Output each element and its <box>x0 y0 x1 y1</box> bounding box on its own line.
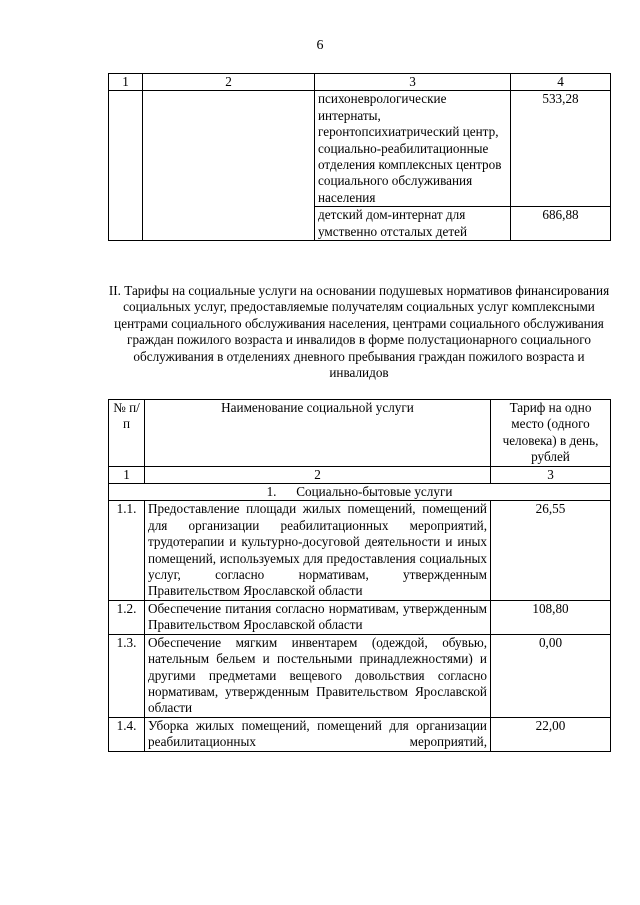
table-header-row <box>109 400 611 467</box>
institution-type: детский дом-интернат для умственно отсталых детей <box>315 207 511 241</box>
service-name: Уборка жилых помещений, помещений для организации реабилитационных мероприятий, <box>145 717 491 751</box>
header-number: № п/п <box>109 400 145 467</box>
column-index-1: 1 <box>109 466 145 483</box>
table-row <box>109 634 611 717</box>
table-row <box>109 501 611 600</box>
service-name: Предоставление площади жилых помещений, помещений для организации реабилитационных мероприятий, трудотерапии и культурно-досуговой деятельности и иных помещений, используемых для предоставления социальных услуг, согласно нормативам, утвержденным Правительством Ярославской области <box>145 501 491 600</box>
table-row <box>109 91 611 207</box>
table-row <box>109 600 611 634</box>
tariff-value: 108,80 <box>491 600 611 634</box>
column-index-3: 3 <box>491 466 611 483</box>
group-row <box>109 484 611 501</box>
tariff-value: 533,28 <box>511 91 611 207</box>
group-title: 1. Социально-бытовые услуги <box>109 484 611 501</box>
empty-cell <box>109 91 143 207</box>
tariff-table <box>108 399 611 752</box>
row-number: 1.1. <box>109 501 145 600</box>
header-tariff: Тариф на одно место (одного человека) в день, рублей <box>491 400 611 467</box>
row-number: 1.3. <box>109 634 145 717</box>
header-service-name: Наименование социальной услуги <box>145 400 491 467</box>
row-number: 1.2. <box>109 600 145 634</box>
table-row <box>109 207 611 241</box>
tariff-value: 686,88 <box>511 207 611 241</box>
column-number-1: 1 <box>109 74 143 91</box>
service-name: Обеспечение питания согласно нормативам, утвержденным Правительством Ярославской области <box>145 600 491 634</box>
tariff-value: 0,00 <box>491 634 611 717</box>
column-number-2: 2 <box>143 74 315 91</box>
column-index-2: 2 <box>145 466 491 483</box>
tariff-value: 22,00 <box>491 717 611 751</box>
row-number: 1.4. <box>109 717 145 751</box>
institution-type: психоневрологические интернаты, геронтопсихиатрический центр, социально-реабилитационные отделения комплексных центров социального обслуживания населения <box>315 91 511 207</box>
tariff-table-continued <box>108 73 611 241</box>
section-title: II. Тарифы на социальные услуги на основании подушевых нормативов финансирования социальных услуг, предоставляемые получателям социальных услуг комплексными центрами социального обслуживания населения, центрами социального обслуживания граждан пожилого возраста и инвалидов в форме полустационарного социального обслуживания в отделениях дневного пребывания граждан пожилого возраста и инвалидов <box>108 283 610 381</box>
table-row <box>109 717 611 751</box>
empty-cell <box>143 207 315 241</box>
column-number-3: 3 <box>315 74 511 91</box>
empty-cell <box>109 207 143 241</box>
column-number-4: 4 <box>511 74 611 91</box>
column-numbering-row <box>109 466 611 483</box>
service-name: Обеспечение мягким инвентарем (одеждой, обувью, нательным бельем и постельными принадлежностями) и другими предметами вещевого довольствия согласно нормативам, утвержденным Правительством Ярославской области <box>145 634 491 717</box>
tariff-value: 26,55 <box>491 501 611 600</box>
page-number: 6 <box>316 38 324 53</box>
empty-cell <box>143 91 315 207</box>
table-header-row <box>109 74 611 91</box>
